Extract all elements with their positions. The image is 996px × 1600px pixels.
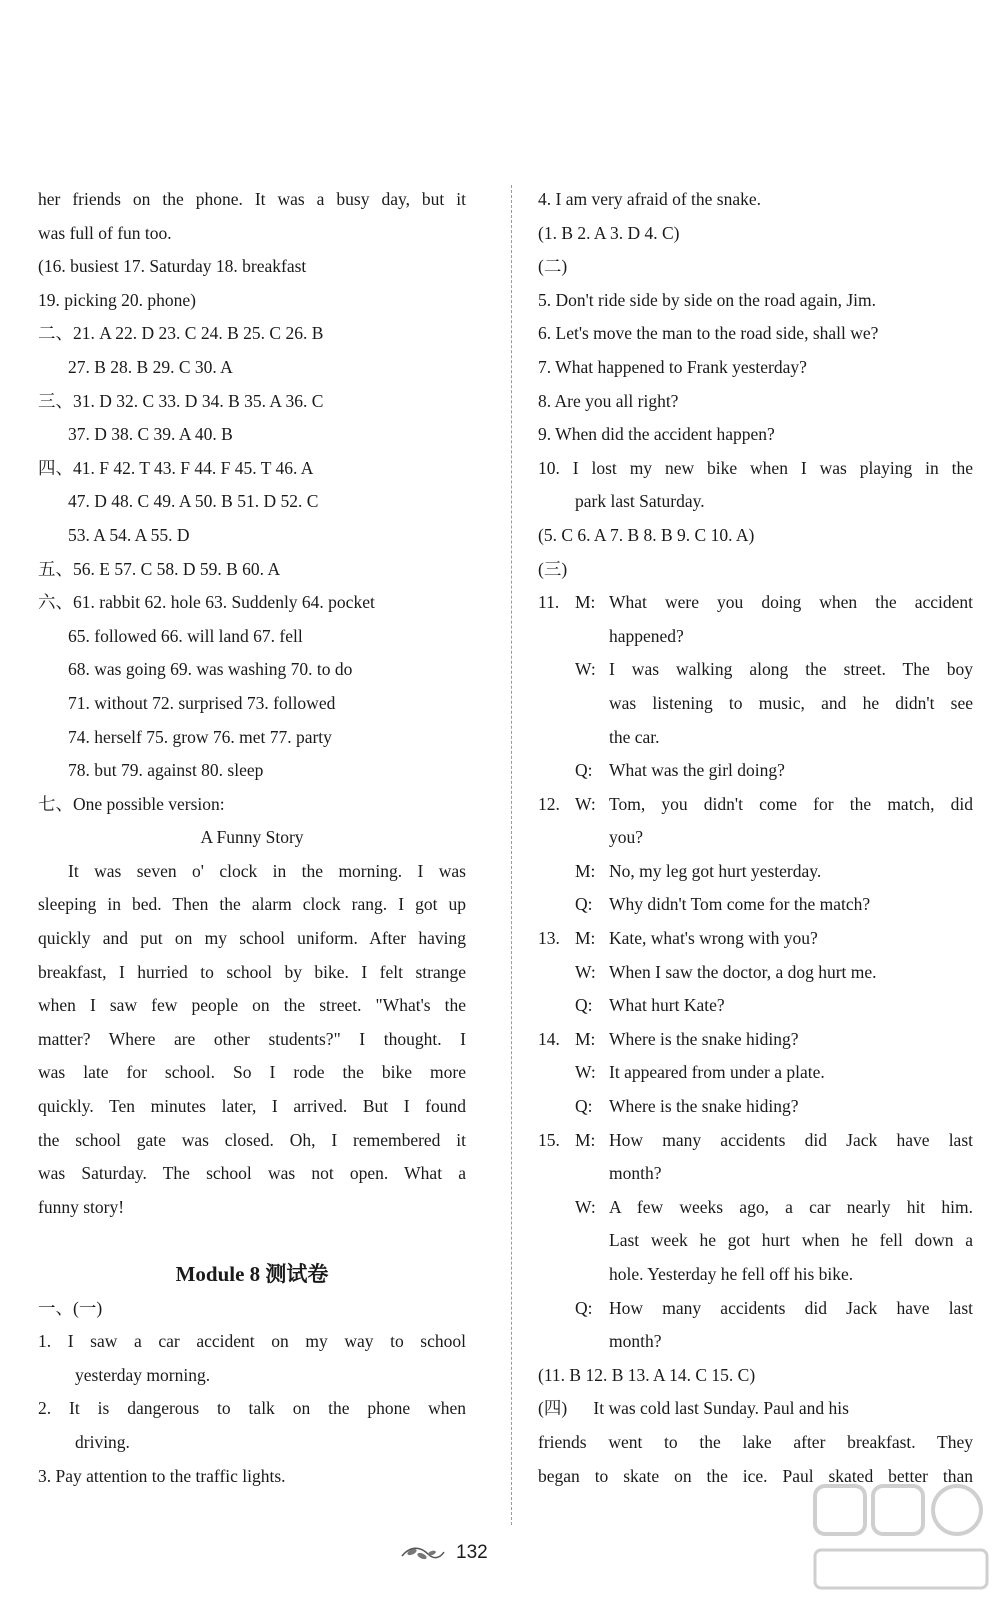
speaker-label: M:	[575, 860, 596, 881]
dialog-text: How many accidents did Jack have last	[609, 1129, 973, 1150]
story-line: the school gate was closed. Oh, I remembered it	[38, 1129, 466, 1150]
story-line: quickly. Ten minutes later, I arrived. But I found	[38, 1096, 466, 1117]
question-line: yesterday morning.	[75, 1364, 211, 1385]
dialog-line	[538, 687, 973, 721]
question-line: 1. I saw a car accident on my way to school	[38, 1331, 466, 1352]
dialog-text: What was the girl doing?	[609, 760, 785, 781]
question-number	[538, 1224, 575, 1258]
question-number	[538, 1292, 575, 1326]
question-number	[538, 687, 575, 721]
dialog-line	[538, 956, 973, 990]
text-line: her friends on the phone. It was a busy day, but it	[38, 189, 466, 209]
question-number	[538, 1157, 575, 1191]
question-line: park last Saturday.	[575, 491, 705, 512]
question-number: 15.	[538, 1129, 560, 1150]
dialog-text: It appeared from under a plate.	[609, 1062, 825, 1083]
dialog-text: you?	[609, 827, 644, 848]
question-line: 10. I lost my new bike when I was playing in the	[538, 457, 973, 478]
question-number	[538, 1258, 575, 1292]
section-label: 一、(一)	[38, 1297, 103, 1318]
speaker-label	[575, 1258, 609, 1292]
section-label: (三)	[538, 558, 568, 579]
dialog-line	[538, 754, 973, 788]
dialog-text: the car.	[609, 726, 660, 747]
dialog-line	[538, 721, 973, 755]
speaker-label: Q:	[575, 1297, 593, 1318]
speaker-label: W:	[575, 961, 596, 982]
question-number: 11.	[538, 592, 560, 613]
question-line: 8. Are you all right?	[538, 390, 679, 411]
speaker-label: Q:	[575, 894, 593, 915]
story-title: A Funny Story	[200, 827, 304, 848]
dialog-line	[538, 821, 973, 855]
dialog-line	[538, 1224, 973, 1258]
question-number	[538, 888, 575, 922]
passage-line: began to skate on the ice. Paul skated better than	[538, 1465, 973, 1486]
text-line: was full of fun too.	[38, 222, 172, 243]
question-number	[538, 721, 575, 755]
answer-row: 47. D 48. C 49. A 50. B 51. D 52. C	[68, 491, 319, 512]
dialog-text: No, my leg got hurt yesterday.	[609, 860, 822, 881]
answer-key: 19. picking 20. phone)	[38, 289, 196, 310]
speaker-label	[575, 687, 609, 721]
answer-row: 65. followed 66. will land 67. fell	[68, 625, 303, 646]
question-number	[538, 989, 575, 1023]
story-line: funny story!	[38, 1196, 125, 1217]
speaker-label	[575, 1325, 609, 1359]
question-number	[538, 1191, 575, 1225]
question-line: 3. Pay attention to the traffic lights.	[38, 1465, 286, 1486]
answer-row: 37. D 38. C 39. A 40. B	[68, 424, 233, 445]
dialog-line	[538, 1023, 973, 1057]
question-line: 7. What happened to Frank yesterday?	[538, 356, 807, 377]
story-line: was Saturday. The school was not open. What a	[38, 1163, 466, 1184]
speaker-label: W:	[575, 1062, 596, 1083]
left-column	[38, 183, 466, 1493]
dialog-text: was listening to music, and he didn't see	[609, 692, 973, 713]
dialog-line	[538, 922, 973, 956]
question-line: 6. Let's move the man to the road side, shall we?	[538, 323, 879, 344]
dialog-text: A few weeks ago, a car nearly hit him.	[609, 1196, 973, 1217]
dialog-line	[538, 788, 973, 822]
story-line: matter? Where are other students?" I thought. I	[38, 1028, 466, 1049]
dialog-text: I was walking along the street. The boy	[609, 659, 973, 680]
speaker-label	[575, 620, 609, 654]
speaker-label	[575, 1157, 609, 1191]
column-divider	[511, 185, 512, 1525]
speaker-label: Q:	[575, 1096, 593, 1117]
speaker-label: W:	[575, 659, 596, 680]
answer-row: 78. but 79. against 80. sleep	[68, 760, 264, 781]
question-line: 9. When did the accident happen?	[538, 424, 775, 445]
question-line: 5. Don't ride side by side on the road again, Jim.	[538, 289, 877, 310]
dialog-text: What hurt Kate?	[609, 995, 725, 1016]
question-number	[538, 1056, 575, 1090]
dialog-line	[538, 1157, 973, 1191]
answer-key: (5. C 6. A 7. B 8. B 9. C 10. A)	[538, 524, 755, 545]
question-number	[538, 1090, 575, 1124]
question-number	[538, 821, 575, 855]
dialog-text: What were you doing when the accident	[609, 592, 973, 613]
section-label: 七、One possible version:	[38, 793, 225, 814]
question-number: 13.	[538, 928, 560, 949]
speaker-label: M:	[575, 928, 596, 949]
page-number: 132	[456, 1542, 488, 1563]
watermark-logo	[805, 1478, 995, 1598]
question-line: 4. I am very afraid of the snake.	[538, 189, 762, 209]
question-number	[538, 1325, 575, 1359]
dialog-line	[538, 989, 973, 1023]
dialog-text: Last week he got hurt when he fell down a	[609, 1230, 973, 1251]
story-line: sleeping in bed. Then the alarm clock rang. I got up	[38, 894, 466, 915]
answer-row: 74. herself 75. grow 76. met 77. party	[68, 726, 332, 747]
dialog-line	[538, 1090, 973, 1124]
dialog-line	[538, 1191, 973, 1225]
answer-row: 五、56. E 57. C 58. D 59. B 60. A	[38, 558, 281, 579]
question-number	[538, 620, 575, 654]
dialog-line	[538, 653, 973, 687]
dialog-text: month?	[609, 1163, 662, 1184]
answer-row: 53. A 54. A 55. D	[68, 524, 190, 545]
dialog-line	[538, 1056, 973, 1090]
answer-row: 六、61. rabbit 62. hole 63. Suddenly 64. pocket	[38, 592, 375, 613]
answer-key: (1. B 2. A 3. D 4. C)	[538, 222, 680, 243]
question-number	[538, 653, 575, 687]
dialog-text: Where is the snake hiding?	[609, 1096, 799, 1117]
speaker-label: W:	[575, 793, 596, 814]
speaker-label	[575, 721, 609, 755]
answer-row: 27. B 28. B 29. C 30. A	[68, 356, 233, 377]
story-line: quickly and put on my school uniform. After having	[38, 928, 466, 949]
dialog-line	[538, 888, 973, 922]
dialog-line	[538, 1124, 973, 1158]
dialog-line	[538, 1292, 973, 1326]
dialog-text: How many accidents did Jack have last	[609, 1297, 973, 1318]
speaker-label: Q:	[575, 760, 593, 781]
answer-row: 四、41. F 42. T 43. F 44. F 45. T 46. A	[38, 457, 314, 478]
question-number: 12.	[538, 793, 560, 814]
answer-row: 71. without 72. surprised 73. followed	[68, 692, 336, 713]
dialog-text: Where is the snake hiding?	[609, 1028, 799, 1049]
speaker-label: Q:	[575, 995, 593, 1016]
dialog-line	[538, 1325, 973, 1359]
answer-row: 二、21. A 22. D 23. C 24. B 25. C 26. B	[38, 323, 324, 344]
dialog-text: hole. Yesterday he fell off his bike.	[609, 1264, 854, 1284]
right-column	[538, 183, 973, 1493]
dialog-text: Tom, you didn't come for the match, did	[609, 793, 973, 814]
question-number	[538, 754, 575, 788]
answer-row: 三、31. D 32. C 33. D 34. B 35. A 36. C	[38, 390, 324, 411]
page-footer	[400, 1542, 488, 1564]
leaf-ornament-icon	[400, 1542, 446, 1564]
question-number: 14.	[538, 1028, 560, 1049]
dialog-line	[538, 1258, 973, 1292]
dialog-text: month?	[609, 1331, 662, 1352]
dialog-line	[538, 620, 973, 654]
speaker-label	[575, 1224, 609, 1258]
question-line: 2. It is dangerous to talk on the phone when	[38, 1398, 466, 1419]
story-line: was late for school. So I rode the bike more	[38, 1062, 466, 1083]
speaker-label	[575, 821, 609, 855]
dialog-line	[538, 855, 973, 889]
speaker-label: W:	[575, 1196, 596, 1217]
passage-line: friends went to the lake after breakfast. They	[538, 1431, 973, 1452]
question-line: driving.	[75, 1431, 130, 1452]
module-heading: Module 8 测试卷	[175, 1262, 329, 1286]
dialog-text: Kate, what's wrong with you?	[609, 928, 818, 949]
section-label: (二)	[538, 256, 568, 277]
story-line: when I saw few people on the street. "What's the	[38, 995, 466, 1016]
question-number	[538, 855, 575, 889]
answer-key: (11. B 12. B 13. A 14. C 15. C)	[538, 1364, 756, 1385]
dialog-line	[538, 586, 973, 620]
dialog-text: Why didn't Tom come for the match?	[609, 894, 871, 915]
answer-key: (16. busiest 17. Saturday 18. breakfast	[38, 256, 307, 277]
speaker-label: M:	[575, 1129, 596, 1150]
spacer	[38, 1224, 466, 1258]
dialog-text: When I saw the doctor, a dog hurt me.	[609, 961, 877, 982]
answer-row: 68. was going 69. was washing 70. to do	[68, 659, 353, 680]
story-line: It was seven o' clock in the morning. I was	[68, 860, 466, 881]
dialog-text: happened?	[609, 625, 684, 646]
story-line: breakfast, I hurried to school by bike. I felt strange	[38, 961, 466, 982]
question-number	[538, 956, 575, 990]
passage-line: (四) It was cold last Sunday. Paul and his	[538, 1398, 849, 1419]
speaker-label: M:	[575, 592, 596, 613]
dialog-list	[538, 586, 973, 1359]
speaker-label: M:	[575, 1028, 596, 1049]
